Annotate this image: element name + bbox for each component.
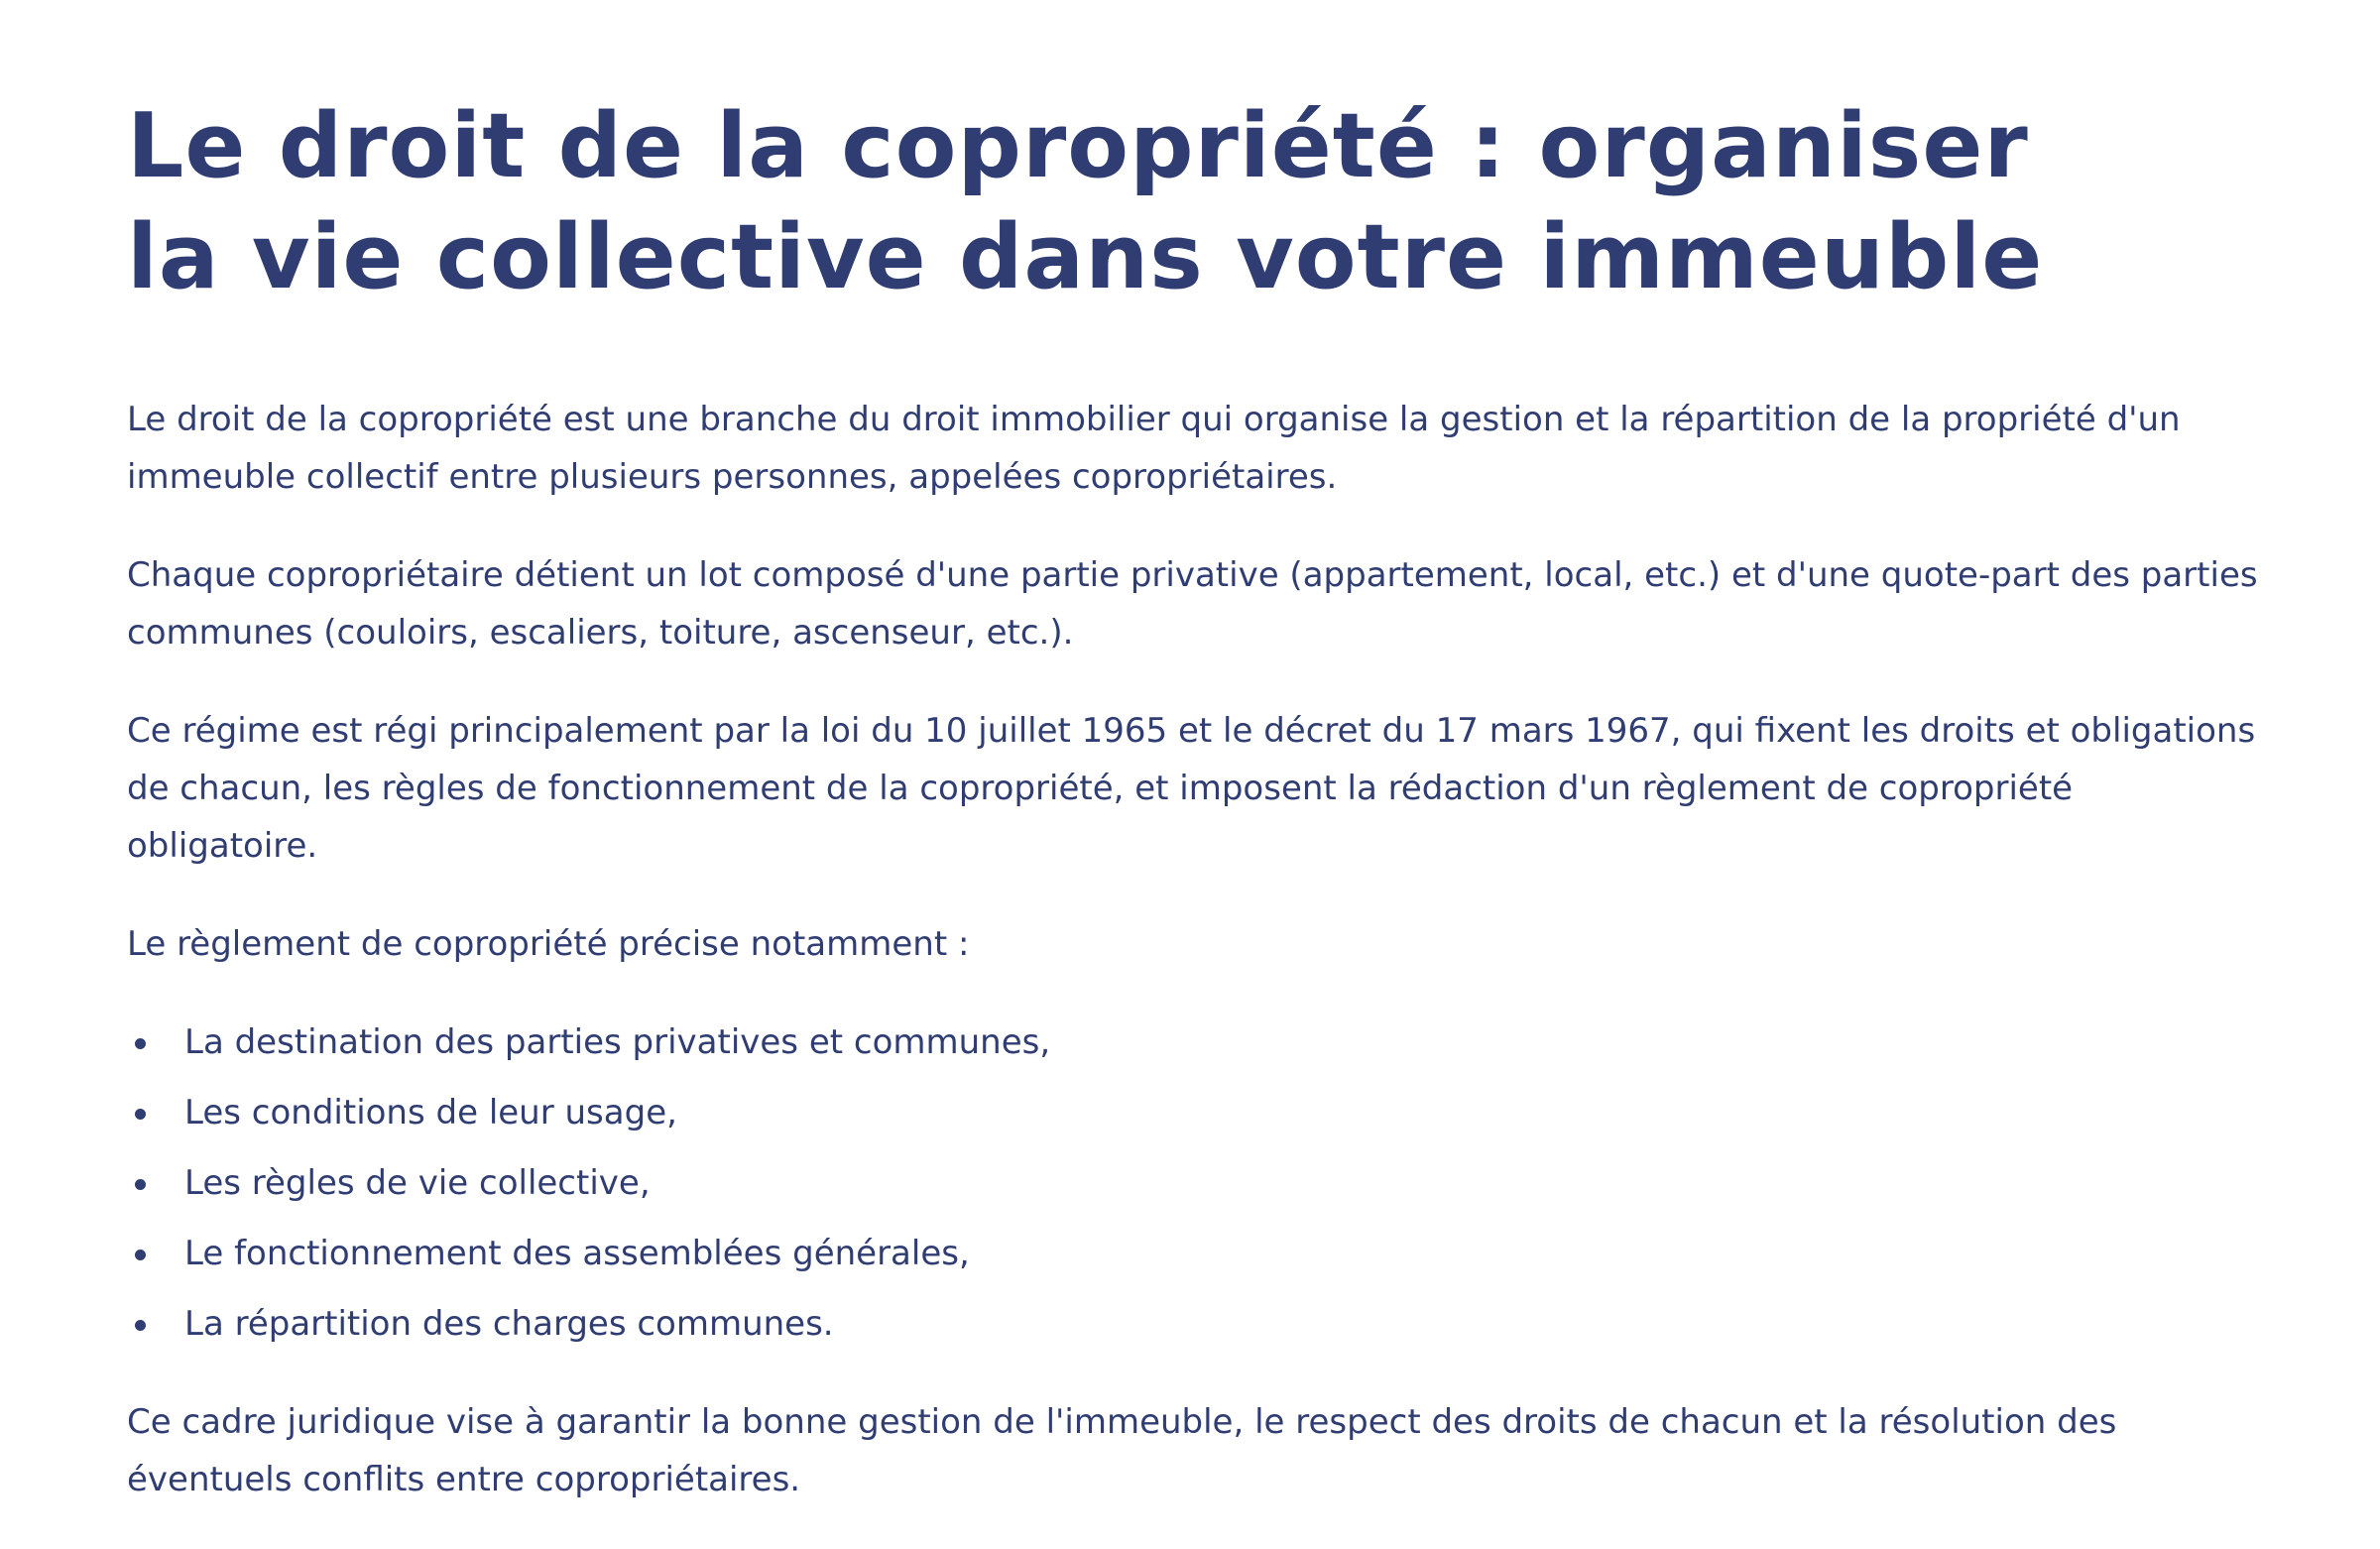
paragraph-reglement-intro: Le règlement de copropriété précise notamment : xyxy=(127,924,970,964)
list-item xyxy=(127,1013,2269,1071)
list-item-text: Les conditions de leur usage, xyxy=(184,1093,677,1132)
reglement-list xyxy=(127,1013,2269,1353)
bullet-icon xyxy=(135,1250,146,1260)
paragraph-intro: Le droit de la copropriété est une branche du droit immobilier qui organise la gestion et la répartition de la propriété d'un immeuble collectif entre plusieurs personnes, appelées copropriétaires. xyxy=(127,400,2181,497)
bullet-icon xyxy=(135,1179,146,1190)
list-item xyxy=(127,1154,2269,1212)
list-item-text: La destination des parties privatives et communes, xyxy=(184,1022,1051,1062)
page-title-line-2: la vie collective dans votre immeuble xyxy=(127,205,2044,309)
list-item xyxy=(127,1084,2269,1141)
article xyxy=(127,91,2269,1549)
list-item-text: Les règles de vie collective, xyxy=(184,1163,651,1203)
page-title xyxy=(127,91,2269,313)
bullet-icon xyxy=(135,1109,146,1120)
bullet-icon xyxy=(135,1320,146,1331)
list-item xyxy=(127,1295,2269,1353)
list-item-text: La répartition des charges communes. xyxy=(184,1304,834,1344)
article-body xyxy=(127,391,2269,1508)
list-item-text: Le fonctionnement des assemblées générales, xyxy=(184,1234,970,1273)
page-title-line-1: Le droit de la copropriété : organiser xyxy=(127,94,2029,198)
paragraph-law: Ce régime est régi principalement par la loi du 10 juillet 1965 et le décret du 17 mars 1967, qui fixent les droits et obligations de chacun, les règles de fonctionnement de la copropriété, et imposent la rédaction d'un règlement de copropriété obligatoire. xyxy=(127,711,2256,866)
bullet-icon xyxy=(135,1038,146,1049)
paragraph-closing: Ce cadre juridique vise à garantir la bonne gestion de l'immeuble, le respect des droits de chacun et la résolution des éventuels conflits entre copropriétaires. xyxy=(127,1402,2117,1499)
list-item xyxy=(127,1225,2269,1282)
paragraph-lots: Chaque copropriétaire détient un lot composé d'une partie privative (appartement, local, etc.) et d'une quote-part des parties communes (couloirs, escaliers, toiture, ascenseur, etc.). xyxy=(127,555,2258,653)
